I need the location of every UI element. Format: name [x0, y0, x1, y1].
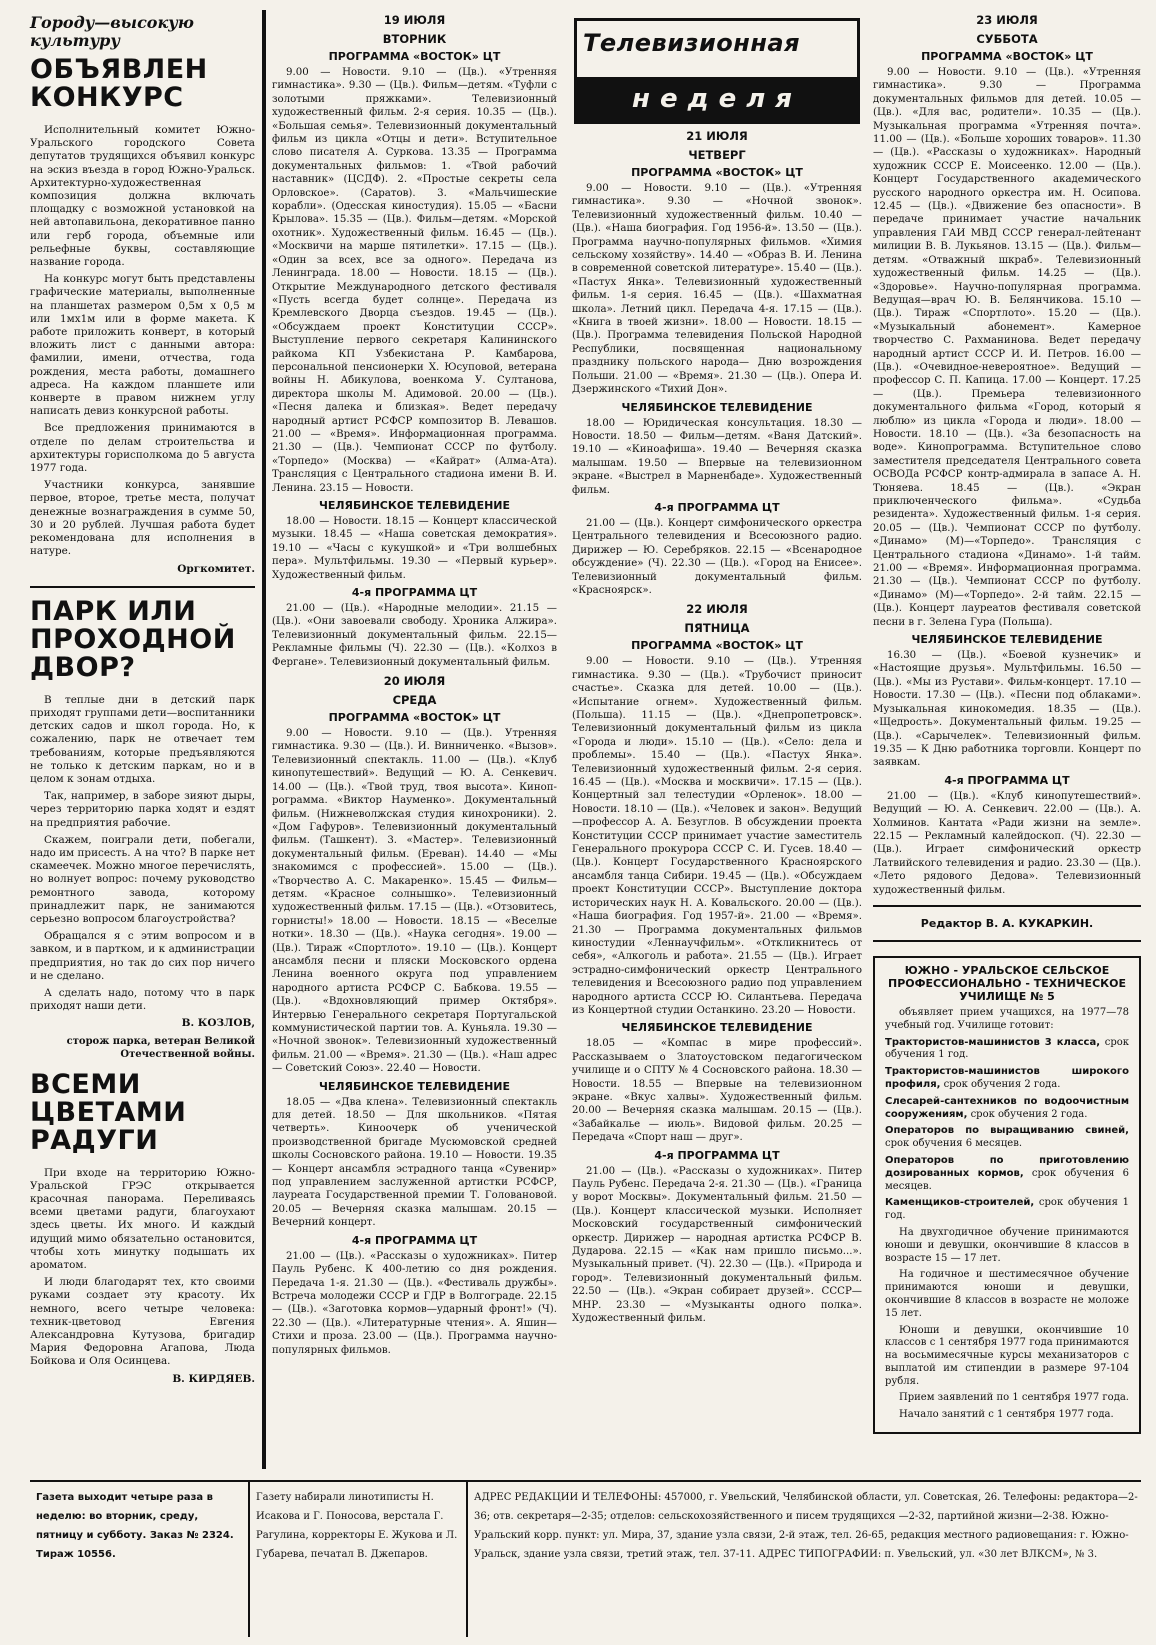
tv-column-sat-and-ads [873, 8, 1141, 1434]
day-date: 21 ИЮЛЯ [686, 129, 748, 143]
program-schedule: 9.00 — Новости. 9.10 — (Цв.). «Утренняя гимнастика». 9.30 — Программа документальных фильмов для детей. 10.05 — (Цв.). «Для вас, родители». 10.35 — (Цв.). Музыкальная программа «Утренняя почта». 11.00 — (Цв.). «Больше хороших товаров». 11.30 — (Цв.). «Рассказы о художниках». Народный художник СССР Е. Моисеенко. 12.00 — (Цв.). Концерт Государственного академического русского народного оркестра им. Н. Осипова. 12.45 — (Цв.). «Движение без опасности». В передаче принимает участие начальник управления ГАИ МВД СССР генерал-лейтенант милиции В. В. Лукьянов. 13.15 — (Цв.). Фильм—детям. «Отважный шкраб». Телевизионный художественный фильм. 14.25 — (Цв.). «Здоровье». Научно-популярная программа. Ведущая—врач Ю. В. Белянчикова. 15.10 — (Цв.). Тираж «Спортлото». 15.20 — (Цв.). «Музыкальный абонемент». Камерное творчество С. Рахманинова. Ведет передачу народный артист СССР И. И. Петров. 16.00 — (Цв.). «Очевидное-невероятное». Ведущий — профессор С. П. Капица. 17.00 — Концерт. 17.25 — (Цв.). Премьера телевизионного документального фильма «Город, который я люблю» из цикла «Города и люди». 18.00 — Новости. 18.10 — (Цв.). «За безопасность на воде». Кинопрограмма. Вступительное слово заместителя председателя Центрального совета ОСВОДа РСФСР контр-адмирала в запасе А. Н. Тюняева. 18.45 — (Цв.). «Экран приключенческого фильма». «Судьба резидента». Художественный фильм. 1-я серия. 20.05 — (Цв.). Чемпионат СССР по футболу. «Динамо» (М)—«Торпедо». Трансляция с Центрального стадиона «Динамо». 1-й тайм. 21.00 — «Время». Информационная программа. 21.30 — (Цв.). Чемпионат СССР по футболу. «Динамо» (М)—«Торпедо». 2-й тайм. 22.15 — (Цв.). Концерт лауреатов фестиваля советской песни в г. Зелена Гура (Польша). [873, 67, 1141, 628]
program-schedule: 18.00 — Новости. 18.15 — Концерт классической музыки. 18.45 — «Наша советская демократия». 19.10 — «Часы с кукушкой» и «Три волшебных пера». Мультфильмы. 19.30 — «Первый курьер». Художественный фильм. [272, 516, 557, 581]
ad-item-name: Трактористов-машинистов широкого профиля, [885, 1066, 1129, 1090]
program-schedule: 16.30 — (Цв.). «Боевой кузнечик» и «Настоящие друзья». Мультфильмы. 16.50 — (Цв.). «Мы из Рустави». Фильм-концерт. 17.10 — Новости. 17.30 — (Цв.). «Песни под облаками». Музыкальная кинокомедия. 18.35 — (Цв.). «Щедрость». Документальный фильм. 19.25 — (Цв.). «Сарычелек». Телевизионный фильм. 19.35 — К Дню работника торговли. Концерт по заявкам. [873, 650, 1141, 769]
program-schedule: 21.00 — (Цв.). «Рассказы о художниках». Питер Пауль Рубенс. Передача 2-я. 21.30 — (Цв.). «Граница у ворот Москвы». Документальный фильм. 21.50 — (Цв.). Концерт классической музыки. Исполняет Московский государственный симфонический оркестр. Дирижер — народная артистка РСФСР В. Дударова. 22.15 — «Как нам пришло письмо...». Музыкальный привет. (Ч). 22.30 — (Цв.). «Природа и город». Телевизионный документальный фильм. 22.50 — (Цв.). «Экран собирает друзей». СССР—МНР. 23.30 — «Музыканты одного полка». Художественный фильм. [572, 1165, 862, 1325]
program-title: ЧЕЛЯБИНСКОЕ ТЕЛЕВИДЕНИЕ [318, 499, 511, 512]
paragraph: Исполнительный комитет Южно-Уральского городского Совета депутатов трудящихся объявил конкурс на эскиз въезда в город Южно-Уральск. Архитектурно-художественная композиция должна включать площадку с возможной установкой на ней автопавильона, декоративное панно или герб города, объемные или рельефные буквы, составляющие название города. [30, 124, 255, 269]
column-rule-1 [262, 10, 266, 1469]
school-admission-ad [873, 956, 1141, 1434]
footer-address-phones: АДРЕС РЕДАКЦИИ И ТЕЛЕФОНЫ: 457000, г. Увельский, Челябинской области, ул. Советская, 26. Телефоны: редактора—2-36; отв. секретаря—2-35; отделов: сельскохозяйственного и писем трудящихся —2-32, партийной жизни—2-38. Южно-Уральский корр. пункт: ул. Мира, 37, здание узла связи, 2-й этаж, тел. 26-65, редакция местного радиовещания: г. Южно-Уральск, здание узла связи, третий этаж, тел. 37-11. АДРЕС ТИПОГРАФИИ: п. Увельский, ул. «30 лет ВЛКСМ», № 3. [466, 1482, 1150, 1637]
tv-column-tue-wed [272, 8, 557, 1360]
imprint-footer [30, 1480, 1141, 1637]
ad-item [885, 1096, 1129, 1122]
program-title: ПРОГРАММА «ВОСТОК» ЦТ [328, 50, 501, 63]
program-schedule: 9.00 — Новости. 9.10 — (Цв.). «Утренняя гимнастика». 9.30 — (Цв.). Фильм—детям. «Туфли с золотыми пряжками». Телевизионный художественный фильм. 2-я серия. 10.35 — (Цв.). «Большая семья». Телевизионный документальный фильм из цикла «Отцы и дети». Вступительное слово писателя А. Суркова. 13.35 — Программа документальных фильмов: 1. «Твой рабочий наставник» (ЦСДФ). 2. «Простые секреты села Орловское». (Саратов). 3. «Мальчишеские корабли». (Одесская киностудия). 15.05 — «Басни Крылова». 15.35 — (Цв.). Фильм—детям. «Морской охотник». Художественный фильм. 16.45 — (Цв.). «Москвичи на марше пятилетки». 17.15 — (Цв.). «Один за всех, все за одного». Передача из Ленинграда. 18.00 — Новости. 18.15 — (Цв.). Открытие Международного детского фестиваля «Пусть всегда будет солнце». Передача из Кремлевского Дворца съездов. 19.45 — (Цв.). «Обсуждаем проект Конституции СССР». Выступление первого секретаря Калининского райкома КП Узбекистана Р. Камбарова, персональной пенсионерки Х. Юсуповой, ветерана войны Н. Абикулова, военкома У. Султанова, директора школы М. Адимовой. 20.00 — (Цв.). «Песня далека и близкая». Ведет передачу народный артист РСФСР композитор В. Левашов. 21.00 — «Время». Информационная программа. 21.30 — (Цв.). Чемпионат СССР по футболу. «Торпедо» (Москва) — «Кайрат» (Алма-Ата). Трансляция с Центрального стадиона имени В. И. Ленина. 23.15 — Новости. [272, 67, 557, 494]
day-date: 23 ИЮЛЯ [976, 13, 1038, 27]
paragraph: При входе на территорию Южно-Уральской ГРЭС открывается красочная панорама. Переливаясь всеми цветами радуги, благоухают здесь цветы. Их много. И каждый идущий мимо обязательно остановится, чтобы хоть минутку подышать их ароматом. [30, 1166, 255, 1271]
day-weekday: СРЕДА [392, 693, 437, 708]
program-schedule: 9.00 — Новости. 9.10 — (Цв.). «Утренняя гимнастика». 9.30 — «Ночной звонок». Телевизионный художественный фильм. 10.40 — (Цв.). «Наша биография. Год 1956-й». 13.50 — (Цв.). Программа научно-популярных фильмов. «Химия сельскому хозяйству». 14.40 — «Образ В. И. Ленина в современной советской литературе». 15.40 — (Цв.). «Пастух Янка». Телевизионный художественный фильм. 1-я серия. 16.45 — (Цв.). «Шахматная школа». Летний цикл. Передача 4-я. 17.15 — (Цв.). «Книга в твоей жизни». 18.00 — Новости. 18.15 — (Цв.). Программа телевидения Польской Народной Республики, посвященная национальному празднику польского народа— Дню возрождения Польши. 21.00 — «Время». 21.30 — (Цв.). Опера И. Дзержинского «Тихий Дон». [572, 183, 862, 396]
program-title: 4-я ПРОГРАММА ЦТ [654, 500, 780, 514]
ad-paragraph: На годичное и шестимесячное обучение принимаются юноши и девушки, окончившие 8 классов в возрасте не моложе 15 лет. [885, 1269, 1129, 1319]
day-weekday: ПЯТНИЦА [684, 621, 750, 636]
program-title: ПРОГРАММА «ВОСТОК» ЦТ [631, 166, 803, 179]
day-date: 22 ИЮЛЯ [686, 602, 748, 617]
signature-kirdyaev: В. КИРДЯЕВ. [172, 1372, 255, 1385]
program-schedule: 21.00 — (Цв.). «Клуб кинопутешествий». Ведущий — Ю. А. Сенкевич. 22.00 — (Цв.). А. Холминов. Кантата «Ради жизни на земле». 22.15 — Рекламный калейдоскоп. (Ч). 22.30 — (Цв.). Играет симфонический оркестр Латвийского телевидения и радио. 23.30 — (Цв.). «Лето рядового Дедова». Телевизионный художественный фильм. [873, 790, 1141, 896]
day-weekday: ЧЕТВЕРГ [688, 148, 746, 162]
ad-item [885, 1066, 1129, 1092]
editor-credit: Редактор В. А. КУКАРКИН. [873, 905, 1141, 942]
ad-item-detail: срок обучения 6 месяцев. [885, 1138, 1023, 1150]
program-title: 4-я ПРОГРАММА ЦТ [351, 586, 478, 600]
signature-kozlov-title: сторож парка, ветеран Великой Отечественной войны. [66, 1035, 255, 1060]
ad-paragraph: Юноши и девушки, окончившие 10 классов с 1 сентября 1977 года принимаются на восьмимесячные курсы механизаторов с выплатой им стипендии в размере 97-104 рубля. [885, 1324, 1129, 1387]
day-weekday: ВТОРНИК [382, 32, 447, 46]
tv-column-thu-fri [572, 8, 862, 1328]
rubric-kicker: Городу—высокую культуру [30, 13, 194, 50]
paragraph: А сделать надо, потому что в парк приходят наши дети. [30, 986, 255, 1013]
ad-paragraph: Начало занятий с 1 сентября 1977 года. [899, 1409, 1114, 1421]
ad-item [885, 1197, 1129, 1223]
ad-item-detail: срок обучения 2 года. [970, 1108, 1088, 1120]
paragraph: В теплые дни в детский парк приходят группами дети—воспитанники детских садов и школ города. Но, к сожалению, парк не отвечает тем требованиям, которые предъявляются не только к детским паркам, но и в целом к зонам отдыха. [30, 693, 255, 785]
paragraph: И люди благодарят тех, кто своими руками создает эту красоту. Их немного, всего четыре человека: техник-цветовод Евгения Александровна Кутузова, бригадир Мария Федоровна Агапова, Люда Бойкова и Оля Осинцева. [30, 1276, 255, 1368]
ad-item-name: Операторов по приготовлению дозированных кормов, [885, 1154, 1129, 1179]
program-title: 4-я ПРОГРАММА ЦТ [654, 1148, 780, 1162]
signature-kozlov: В. КОЗЛОВ, [181, 1017, 255, 1030]
day-weekday: СУББОТА [976, 32, 1038, 46]
separator [30, 586, 255, 588]
ad-item [885, 1125, 1129, 1151]
article-rainbow [30, 1167, 255, 1369]
program-schedule: 21.00 — (Цв.). «Рассказы о художниках». Питер Пауль Рубенс. К 400-летию со дня рождения. Передача 1-я. 21.30 — (Цв.). «Фестиваль дружбы». Встреча молодежи СССР и ГДР в Волгограде. 22.15 — (Цв.). «Заготовка кормов—ударный фронт!» (Ч). 22.30 — (Цв.). «Литературные чтения». А. Яшин—Стихи и проза. 23.00 — (Цв.). Программа научно-популярных фильмов. [272, 1250, 557, 1356]
program-title: ЧЕЛЯБИНСКОЕ ТЕЛЕВИДЕНИЕ [911, 633, 1103, 647]
program-schedule: 21.00 — (Цв.). «Народные мелодии». 21.15 — (Цв.). «Они завоевали свободу. Хроника Алжира». Телевизионный документальный фильм. 22.15— Рекламные фильмы (Ч). 22.30 — (Цв.). «Колхоз в Фергане». Телевизионный документальный фильм. [272, 603, 557, 668]
ad-paragraph: Прием заявлений по 1 сентября 1977 года. [899, 1392, 1129, 1404]
ad-item-name: Трактористов-машинистов 3 класса, [885, 1036, 1101, 1048]
program-title: ПРОГРАММА «ВОСТОК» ЦТ [921, 50, 1093, 63]
ad-item-name: Каменщиков-строителей, [885, 1197, 1035, 1209]
article-contest [30, 124, 255, 559]
ad-item-name: Слесарей-сантехников по водоочистным сооружениям, [885, 1095, 1129, 1120]
program-schedule: 18.05 — «Компас в мире профессий». Рассказываем о Златоустовском педагогическом училище и о СПТУ № 4 Сосновского района. 18.30 — Новости. 18.55 — Впервые на телевизионном экране. «Вкус халвы». Художественный фильм. 20.00 — Вечерняя сказка малышам. 20.15 — (Цв.). «Забайкалье — июль». Видовой фильм. 20.25 — Передача «Спорт наш — друг». [572, 1038, 862, 1144]
tv-week-logo [574, 18, 860, 124]
footer-publication-schedule: Газета выходит четыре раза в неделю: во вторник, среду, пятницу и субботу. Заказ № 2324. Тираж 10556. [36, 1492, 234, 1560]
paragraph: На конкурс могут быть представлены графические материалы, выполненные на планшетах размером 0,5м х 0,5 м или 1мх1м или в форме макета. К работе приложить конверт, в который вложить лист с данными автора: фамилии, имени, отчества, года рождения, места работы, домашнего адреса. На каждом планшете или конверте в правом нижнем углу написать девиз конкурсной работы. [30, 273, 255, 418]
program-title: ЧЕЛЯБИНСКОЕ ТЕЛЕВИДЕНИЕ [621, 400, 813, 414]
logo-title: Телевизионная [583, 29, 801, 57]
program-schedule: 21.00 — (Цв.). Концерт симфонического оркестра Центрального телевидения и Всесоюзного радио. Дирижер — Ю. Серебряков. 22.15 — «Всенародное обсуждение» (Ч). 22.30 — (Цв.). «Город на Енисее». Телевизионный документальный фильм. «Красноярск». [572, 517, 862, 596]
ad-item-detail: срок обучения 1 год. [885, 1197, 1129, 1222]
footer-typesetting-credits: Газету набирали линотиписты Н. Исакова и Г. Поносова, верстала Г. Рагулина, корректоры Е. Жукова и Л. Губарева, печатал В. Джепаров. [248, 1482, 472, 1637]
article-park [30, 694, 255, 1014]
day-date: 20 ИЮЛЯ [383, 674, 446, 689]
program-title: ЧЕЛЯБИНСКОЕ ТЕЛЕВИДЕНИЕ [318, 1079, 511, 1093]
logo-subtitle: неделя [577, 77, 857, 121]
ad-intro: объявляет прием учащихся, на 1977—78 учебный год. Училище готовит: [885, 1006, 1129, 1031]
program-title: ПРОГРАММА «ВОСТОК» ЦТ [328, 711, 501, 725]
ad-item-detail: срок обучения 6 месяцев. [885, 1167, 1129, 1192]
ad-item [885, 1037, 1129, 1063]
paragraph: Обращался я с этим вопросом и в завком, и в партком, и к администрации предприятия, но так до сих пор ничего и не сделано. [30, 930, 255, 982]
headline-contest: ОБЪЯВЛЕН КОНКУРС [30, 54, 208, 113]
paragraph: Так, например, в заборе зияют дыры, через территорию парка ходят и ездят на предприятия рабочие. [30, 790, 255, 829]
paragraph: Скажем, поиграли дети, побегали, надо им присесть. А на что? В парке нет скамеечек. Можно многое перечислять, но волнует вопрос: почему руководство ремонтного завода, которому принадлежит парк, не занимаются серьезно вопросом благоустройства? [30, 833, 255, 925]
headline-rainbow: ВСЕМИ ЦВЕТАМИ РАДУГИ [30, 1068, 187, 1156]
left-column [30, 8, 255, 1390]
program-schedule: 9.00 — Новости. 9.10 — (Цв.). Утренняя гимнастика. 9.30 — (Цв.). «Трубочист приносит счастье». Сказка для детей. 10.00 — (Цв.). «Испытание огнем». Художественный фильм. (Польша). 11.15 — (Цв.). «Днепропетровск». Телевизионный документальный фильм из цикла «Города и люди». 15.10 — (Цв.). «Село: дела и проблемы». 15.40 — (Цв.). «Пастух Янка». Телевизионный художественный фильм. 2-я серия. 16.45 — (Цв.). «Москва и москвичи». 17.15 — (Цв.). Концертный зал телестудии «Орленок». 18.00 — Новости. 18.10 — (Цв.). «Человек и закон». Ведущий—профессор А. А. Безуглов. В обсуждении проекта Конституции СССР принимает участие заместитель Генерального прокурора СССР С. И. Гусев. 18.40 — (Цв.). Концерт Государственного Красноярского ансамбля танца Сибири. 19.45 — (Цв.). «Обсуждаем проект Конституции СССР». Выступление доктора исторических наук Н. А. Ковальского. 20.00 — (Цв.). «Наша биография. Год 1957-й». 21.00 — «Время». 21.30 — Программа документальных фильмов киностудии «Леннаучфильм». «Откликнитесь от себя», «Алкоголь и работа». 21.55 — (Цв.). Играет эстрадно-симфонический оркестр Центрального телевидения и Всесоюзного радио под управлением народного артиста СССР Ю. Силантьева. Передача из Концертной студии Останкино. 23.20 — Новости. [572, 656, 862, 1016]
day-date: 19 ИЮЛЯ [383, 13, 446, 27]
program-title: ПРОГРАММА «ВОСТОК» ЦТ [631, 639, 803, 653]
program-title: ЧЕЛЯБИНСКОЕ ТЕЛЕВИДЕНИЕ [621, 1021, 813, 1035]
ad-item-name: Операторов по выращиванию свиней, [885, 1125, 1129, 1137]
headline-park: ПАРК ИЛИ ПРОХОДНОЙ ДВОР? [30, 595, 236, 683]
program-schedule: 18.00 — Юридическая консультация. 18.30 — Новости. 18.50 — Фильм—детям. «Ваня Датский». 19.10 — «Киноафиша». 19.40 — Вечерняя сказка малышам. 19.50 — Впервые на телевизионном экране. «Выстрел в Марненбаде». Художественный фильм. [572, 417, 862, 496]
ad-item [885, 1155, 1129, 1193]
program-schedule: 9.00 — Новости. 9.10 — (Цв.). Утренняя гимнастика. 9.30 — (Цв.). И. Винниченко. «Вызов». Телевизионный спектакль. 11.00 — (Цв.). «Клуб кинопутешествий». Ведущий — Ю. А. Сенкевич. 14.00 — (Цв.). «Твой труд, твоя высота». Кинопрограмма. «Виктор Науменко». Документальный фильм. (Нижневолжская студия кинохроники). 2. «Дом Гафуров». Телевизионный документальный фильм. (Ташкент). 3. «Мастер». Телевизионный документальный фильм. (Ереван). 14.40 — «Мы знакомимся с профессией». 15.00 — (Цв.). «Творчество А. С. Макаренко». 15.45 — Фильм—детям. «Красное солнышко». Телевизионный художественный фильм. 17.15 — (Цв.). «Отзовитесь, горнисты!» 18.00 — Новости. 18.15 — «Веселые нотки». 18.30 — (Цв.). «Наука сегодня». 19.00 — (Цв.). Тираж «Спортлото». 19.10 — (Цв.). Концерт ансамбля песни и пляски Московского ордена Ленина военного округа под управлением народного артиста РСФСР С. Бабкова. 19.55 — (Цв.). «Вдохновляющий пример Октября». Интервью Генерального секретаря Португальской коммунистической партии тов. А. Куньяла. 19.30 — «Ночной звонок». Телевизионный художественный фильм. 21.00 — «Время». 21.30 — (Цв.). «Наш адрес — Советский Союз». 22.40 — Новости. [272, 728, 557, 1075]
paragraph: Все предложения принимаются в отделе по делам строительства и архитектуры горисполкома до 5 августа 1977 года. [30, 422, 255, 475]
program-schedule: 18.05 — «Два клена». Телевизионный спектакль для детей. 18.50 — Для школьников. «Пятая четверть». Киноочерк об ученической производственной бригаде Мусюмовской средней школы Сосновского района. 19.10 — Новости. 19.35 — Концерт ансамбля эстрадного танца «Сувенир» под управлением заслуженной артистки РСФСР, лауреата Государственной премии Т. Головановой. 20.05 — Вечерняя сказка малышам. 20.15 — Вечерний концерт. [272, 1096, 557, 1229]
ad-paragraph: На двухгодичное обучение принимаются юноши и девушки, окончившие 8 классов в возрасте 15 — 17 лет. [885, 1226, 1129, 1264]
signature-orgcommittee: Оргкомитет. [177, 562, 255, 575]
ad-item-detail: срок обучения 1 год. [885, 1036, 1129, 1061]
ad-item-detail: срок обучения 2 года. [943, 1078, 1061, 1090]
program-title: 4-я ПРОГРАММА ЦТ [351, 1233, 478, 1247]
paragraph: Участники конкурса, занявшие первое, второе, третье места, получат денежные вознаграждения в сумме 50, 30 и 20 рублей. Лучшая работа будет рекомендована для исполнения в натуре. [30, 479, 255, 558]
ad-title: ЮЖНО - УРАЛЬСКОЕ СЕЛЬСКОЕ ПРОФЕССИОНАЛЬНО - ТЕХНИЧЕСКОЕ УЧИЛИЩЕ № 5 [887, 963, 1126, 1003]
program-title: 4-я ПРОГРАММА ЦТ [944, 773, 1070, 787]
